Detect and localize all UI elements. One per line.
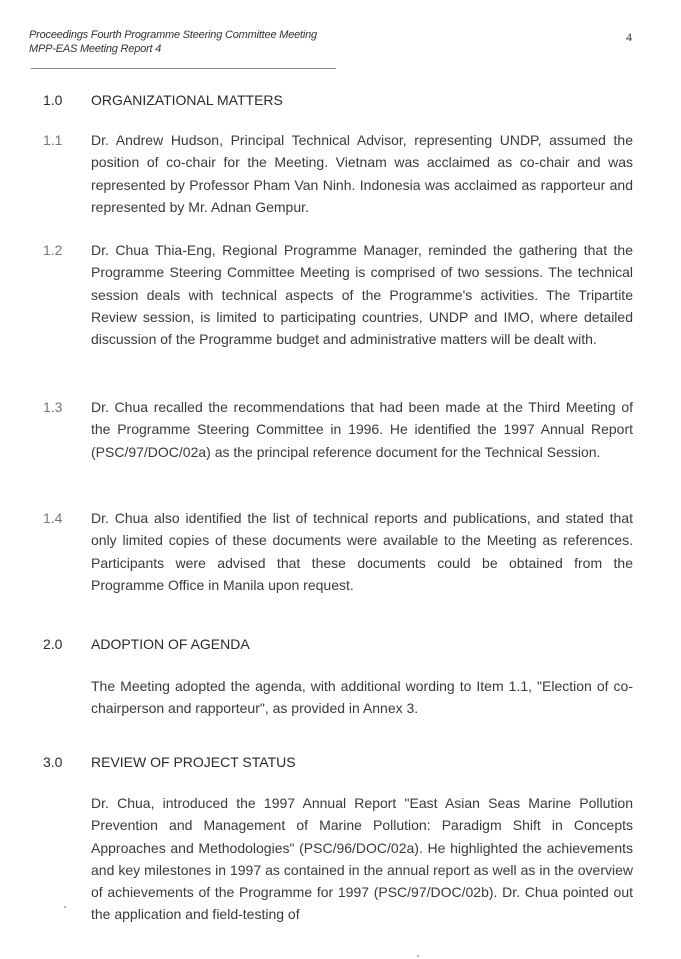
paragraph-text: Dr. Chua also identified the list of technical reports and publications, and stated that only limited copies of these documents were available to the Meeting as references. Participants were advised that these documents could be obtained from the Programme Office in Manila upon request. <box>91 510 633 593</box>
section-title: REVIEW OF PROJECT STATUS <box>91 754 296 770</box>
paragraph-number: 1.4 <box>43 510 63 526</box>
header-report-line: MPP-EAS Meeting Report 4 <box>29 43 162 55</box>
running-header <box>29 28 317 56</box>
paragraph-review-of-project-status: Dr. Chua, introduced the 1997 Annual Report "East Asian Seas Marine Pollution Prevention and Management of Marine Pollution: Paradigm Shift in Concepts Approaches and Methodologies" (PSC/96/DOC/02a). He highlighted the achievements and key milestones in 1997 as contained in the annual report as well as in the overview of achievements of the Programme for 1997 (PSC/97/DOC/02b). Dr. Chua pointed out the application and field-testing of <box>91 795 633 923</box>
scan-speck <box>64 906 66 908</box>
paragraph-text: Dr. Chua recalled the recommendations that had been made at the Third Meeting of the Programme Steering Committee in 1996. He identified the 1997 Annual Report (PSC/97/DOC/02a) as the principal reference document for the Technical Session. <box>91 399 633 460</box>
header-title-line: Proceedings Fourth Programme Steering Committee Meeting <box>29 29 317 41</box>
paragraph-number: 1.1 <box>43 132 63 148</box>
paragraph-1-4 <box>43 507 633 596</box>
section-heading-organizational-matters <box>43 92 283 108</box>
page-number: 4 <box>626 30 632 44</box>
paragraph-1-1 <box>43 129 633 218</box>
section-title: ADOPTION OF AGENDA <box>91 636 250 652</box>
paragraph-1-2 <box>43 239 633 350</box>
header-divider <box>31 68 336 69</box>
paragraph-number: 1.2 <box>43 242 63 258</box>
paragraph-text: Dr. Andrew Hudson, Principal Technical Advisor, representing UNDP, assumed the position of co-chair for the Meeting. Vietnam was acclaimed as co-chair and was represented by Professor Pham Van Ninh. Indonesia was acclaimed as rapporteur and represented by Mr. Adnan Gempur. <box>91 132 633 215</box>
section-title: ORGANIZATIONAL MATTERS <box>91 92 283 108</box>
section-number: 3.0 <box>43 754 63 770</box>
paragraph-adoption-of-agenda: The Meeting adopted the agenda, with additional wording to Item 1.1, "Election of co-chairperson and rapporteur", as provided in Annex 3. <box>91 678 633 717</box>
section-heading-adoption-of-agenda <box>43 636 250 652</box>
section-number: 2.0 <box>43 636 63 652</box>
paragraph-text: Dr. Chua Thia-Eng, Regional Programme Manager, reminded the gathering that the Programme Steering Committee Meeting is comprised of two sessions. The technical session deals with technical aspects of the Programme's activities. The Tripartite Review session, is limited to participating countries, UNDP and IMO, where detailed discussion of the Programme budget and administrative matters will be dealt with. <box>91 242 633 348</box>
paragraph-number: 1.3 <box>43 399 63 415</box>
section-number: 1.0 <box>43 92 63 108</box>
paragraph-1-3 <box>43 396 633 463</box>
scan-speck <box>417 955 419 957</box>
section-heading-review-of-project-status <box>43 754 296 770</box>
